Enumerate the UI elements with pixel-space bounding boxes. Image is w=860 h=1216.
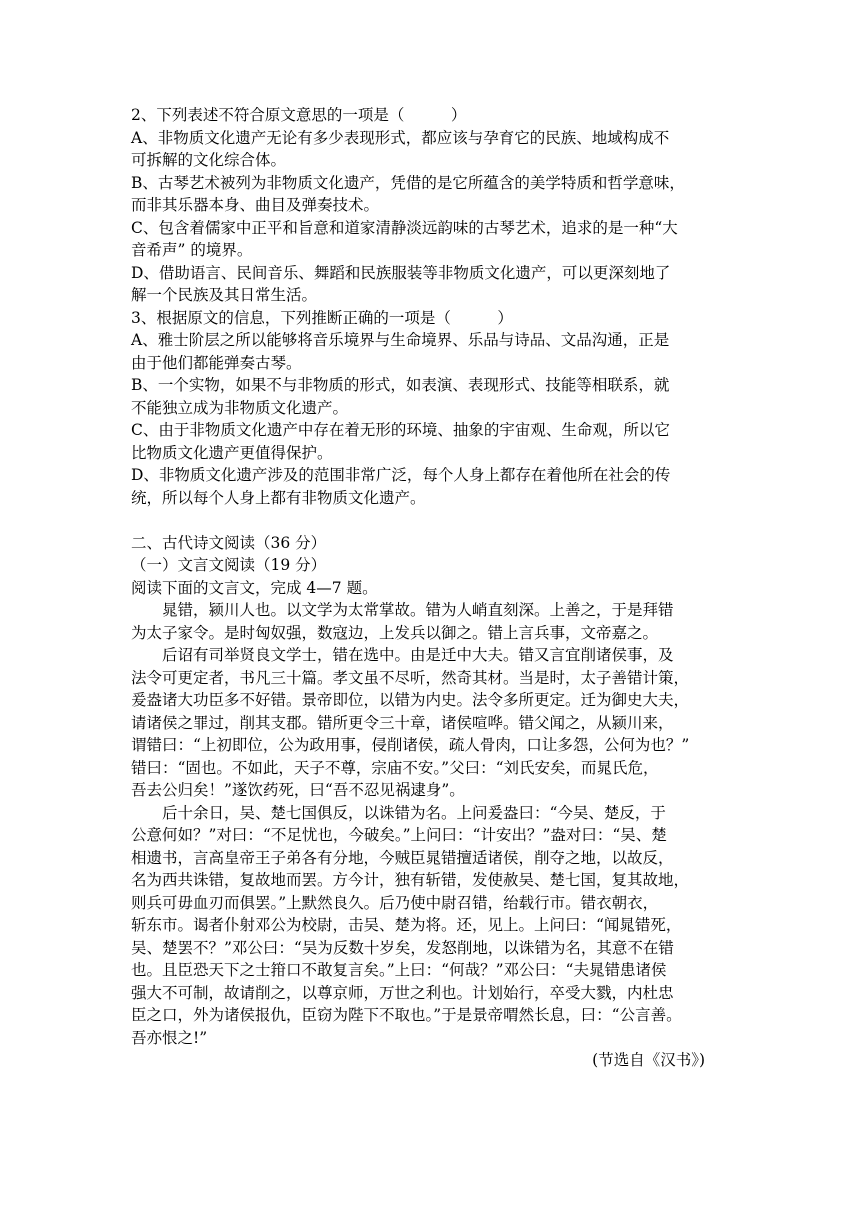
passage-paragraph-2-line: 后诏有司举贤良文学士，错在选中。由是迁中大夫。错又言宜削诸侯事，及: [162, 646, 674, 664]
question-2-stem: 2、下列表述不符合原文意思的一项是（ ）: [131, 106, 467, 124]
document-page: [131, 104, 731, 1072]
question-2-option-a: 可拆解的文化综合体。: [131, 151, 287, 169]
question-2-option-b: B、古琴艺术被列为非物质文化遗产，凭借的是它所蕴含的美学特质和哲学意味，: [131, 173, 685, 192]
passage-paragraph-2-line: 吾去公归矣！”遂饮药死，曰“吾不忍见祸逮身”。: [131, 781, 465, 799]
passage-paragraph-3-line: 后十余日，吴、楚七国俱反，以诛错为名。上问爰盎曰：“今吴、楚反，于: [162, 803, 666, 822]
question-3-option-a: 由于他们都能弹奏古琴。: [131, 353, 302, 372]
passage-paragraph-2-line: 法令可更定者，书凡三十篇。孝文虽不尽听，然奇其材。当是时，太子善错计策，: [131, 668, 690, 687]
passage-paragraph-2-line: 爰盎诸大功臣多不好错。景帝即位，以错为内史。法令多所更定。迁为御史大夫，: [131, 691, 690, 709]
passage-paragraph-3-line: 公意何如？”对曰：“不足忧也，今破矣。”上问曰：“计安出？”盎对曰：“吴、楚: [131, 826, 667, 844]
passage-paragraph-3-line: 斩东市。谒者仆射邓公为校尉，击吴、楚为将。还，见上。上问曰：“闻晁错死，: [131, 916, 682, 934]
question-3-option-a: A、雅士阶层之所以能够将音乐境界与生命境界、乐品与诗品、文品沟通，正是: [131, 331, 670, 349]
question-3-option-b: 不能独立成为非物质文化遗产。: [131, 398, 349, 417]
reading-instruction: 阅读下面的文言文，完成 4—7 题。: [131, 578, 378, 597]
passage-source: (节选自《汉书》): [592, 1051, 705, 1069]
question-2-option-c: 音希声” 的境界。: [131, 241, 253, 259]
question-3-option-c: 比物质文化遗产更值得保护。: [131, 443, 333, 462]
passage-paragraph-3-line: 也。且臣恐天下之士箝口不敢复言矣。”上曰：“何哉？”邓公曰：“夫晁错患诸侯: [131, 961, 667, 979]
question-2-option-c: C、包含着儒家中正平和旨意和道家清静淡远韵味的古琴艺术，追求的是一种“大: [131, 218, 678, 237]
passage-paragraph-3-line: 吾亦恨之!”: [131, 1028, 208, 1047]
passage-paragraph-1-line: 为太子家令。是时匈奴强，数寇边，上发兵以御之。错上言兵事，文帝嘉之。: [131, 623, 659, 642]
question-2-option-a: A、非物质文化遗产无论有多少表现形式，都应该与孕育它的民族、地域构成不: [131, 128, 670, 147]
section-heading: 二、古代诗文阅读（36 分）: [131, 533, 327, 552]
question-3-option-d: 统，所以每个人身上都有非物质文化遗产。: [131, 488, 426, 507]
passage-paragraph-1-line: 晁错，颍川人也。以文学为太常掌故。错为人峭直刻深。上善之，于是拜错: [162, 601, 674, 619]
passage-paragraph-3-line: 名为西共诛错，复故地而罢。方今计，独有斩错，发使赦吴、楚七国，复其故地，: [131, 871, 690, 889]
question-2-option-d: 解一个民族及其日常生活。: [131, 286, 318, 304]
question-3-stem: 3、根据原文的信息，下列推断正确的一项是（ ）: [131, 308, 513, 327]
section-gap: [131, 509, 731, 532]
passage-paragraph-3-line: 则兵可毋血刃而俱罢。”上默然良久。后乃使中尉召错，绐载行市。错衣朝衣，: [131, 893, 659, 912]
passage-paragraph-3-line: 臣之口，外为诸侯报仇，臣窃为陛下不取也。”于是景帝喟然长息，曰：“公言善。: [131, 1006, 682, 1024]
question-3-option-b: B、一个实物，如果不与非物质的形式，如表演、表现形式、技能等相联系，就: [131, 376, 670, 394]
passage-paragraph-3-line: 吴、楚罢不？”邓公曰：“吴为反数十岁矣，发怒削地，以诛错为名，其意不在错: [131, 938, 674, 957]
question-2-option-d: D、借助语言、民间音乐、舞蹈和民族服装等非物质文化遗产，可以更深刻地了: [131, 263, 671, 282]
passage-paragraph-2-line: 谓错曰：“上初即位，公为政用事，侵削诸侯，疏人骨肉，口让多怨，公何为也？”: [131, 736, 690, 754]
sub-section-heading: （一）文言文阅读（19 分）: [131, 556, 327, 574]
question-2-option-b: 而非其乐器本身、曲目及弹奏技术。: [131, 196, 380, 214]
question-3-option-d: D、非物质文化遗产涉及的范围非常广泛，每个人身上都存在着他所在社会的传: [131, 466, 671, 484]
passage-paragraph-2-line: 请诸侯之罪过，削其支郡。错所更令三十章，诸侯喧哗。错父闻之，从颍川来，: [131, 713, 674, 732]
question-3-option-c: C、由于非物质文化遗产中存在着无形的环境、抽象的宇宙观、生命观，所以它: [131, 421, 670, 439]
passage-paragraph-3-line: 强大不可制，故请削之，以尊京师，万世之利也。计划始行，卒受大戮，内杜忠: [131, 983, 674, 1002]
passage-paragraph-3-line: 相遗书，言高皇帝王子弟各有分地，今贼臣晁错擅适诸侯，削夺之地，以故反，: [131, 848, 674, 867]
passage-paragraph-2-line: 错曰：“固也。不如此，天子不尊，宗庙不安。”父曰：“刘氏安矣，而晁氏危，: [131, 758, 659, 777]
